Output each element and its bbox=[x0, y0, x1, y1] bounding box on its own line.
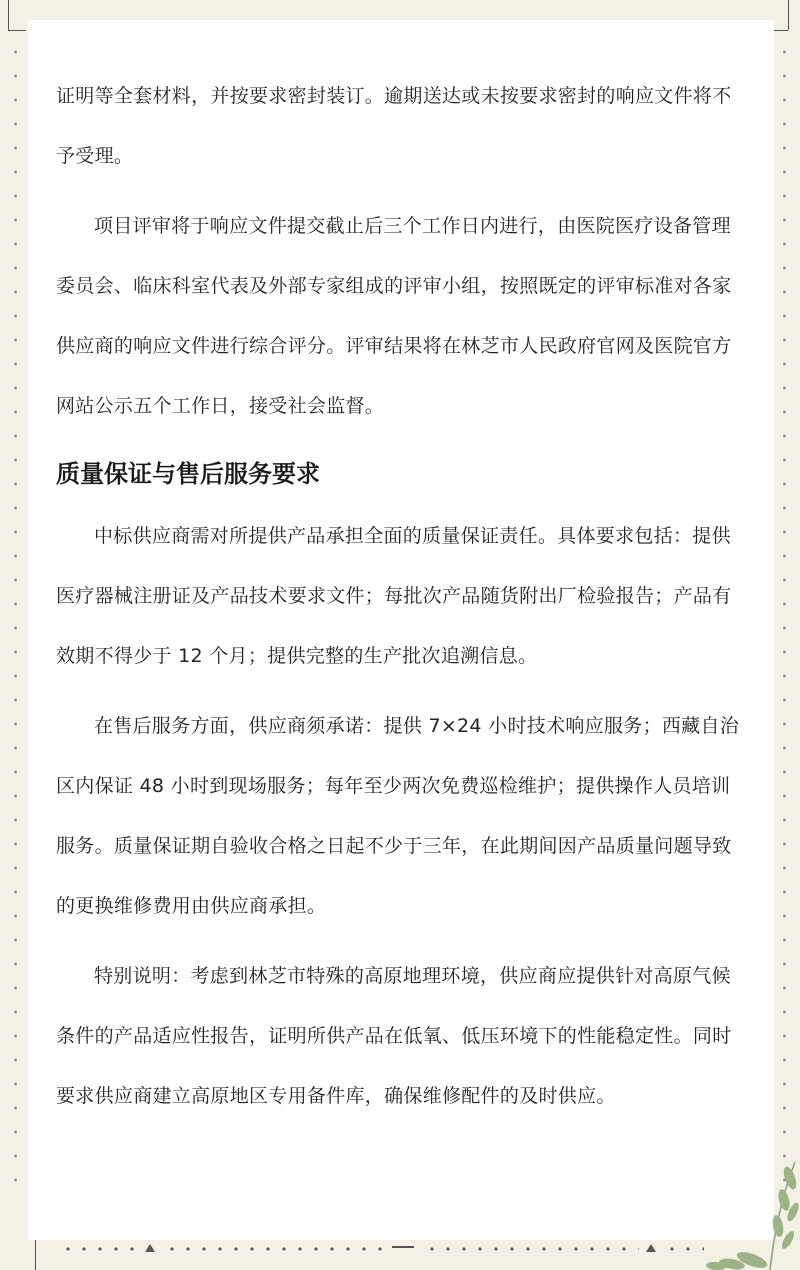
paragraph-quality-requirements: 中标供应商需对所提供产品承担全面的质量保证责任。具体要求包括：提供医疗器械注册证及产品技术要求文件；每批次产品随货附出厂检验报告；产品有效期不得少于 12 个月；提供完整的生产批次追溯信息。 bbox=[56, 525, 732, 667]
paragraph-special-notes: 特别说明：考虑到林芝市特殊的高原地理环境，供应商应提供针对高原气候条件的产品适应性报告，证明所供产品在低氧、低压环境下的性能稳定性。同时要求供应商建立高原地区专用备件库，确保维修配件的及时供应。 bbox=[56, 965, 732, 1107]
corner-mark-top-left-h bbox=[8, 30, 26, 31]
corner-mark-top-right-h bbox=[772, 30, 788, 31]
paragraph-review-process: 项目评审将于响应文件提交截止后三个工作日内进行，由医院医疗设备管理委员会、临床科室代表及外部专家组成的评审小组，按照既定的评审标准对各家供应商的响应文件进行综合评分。评审结果将在林芝市人民政府官网及医院官方网站公示五个工作日，接受社会监督。 bbox=[56, 215, 732, 417]
corner-mark-bottom-left bbox=[35, 1240, 36, 1270]
corner-mark-top-right bbox=[788, 0, 789, 30]
paragraph-materials-submission: 证明等全套材料，并按要求密封装订。逾期送达或未按要求密封的响应文件将不予受理。 bbox=[56, 85, 732, 167]
bottom-dotted-border-mid-right bbox=[424, 1247, 639, 1251]
triangle-ornament-right bbox=[646, 1244, 656, 1252]
bottom-dotted-border-left bbox=[60, 1247, 140, 1251]
paragraph-after-sales-service: 在售后服务方面，供应商须承诺：提供 7×24 小时技术响应服务；西藏自治区内保证 48 小时到现场服务；每年至少两次免费巡检维护；提供操作人员培训服务。质量保证期自验收合格之日起不少于三年，在此期间因产品质量问题导致的更换维修费用由供应商承担。 bbox=[56, 715, 740, 917]
document-body bbox=[56, 66, 746, 1136]
section-heading-quality-service: 质量保证与售后服务要求 bbox=[56, 460, 320, 488]
right-dotted-border bbox=[783, 40, 786, 1190]
triangle-ornament-left bbox=[145, 1244, 155, 1252]
left-dotted-border bbox=[14, 40, 17, 1190]
bottom-dotted-border-mid-left bbox=[164, 1247, 384, 1251]
leaf-sprig-icon bbox=[660, 1160, 800, 1270]
dash-ornament-center bbox=[392, 1246, 414, 1248]
corner-mark-top-left bbox=[8, 0, 9, 30]
